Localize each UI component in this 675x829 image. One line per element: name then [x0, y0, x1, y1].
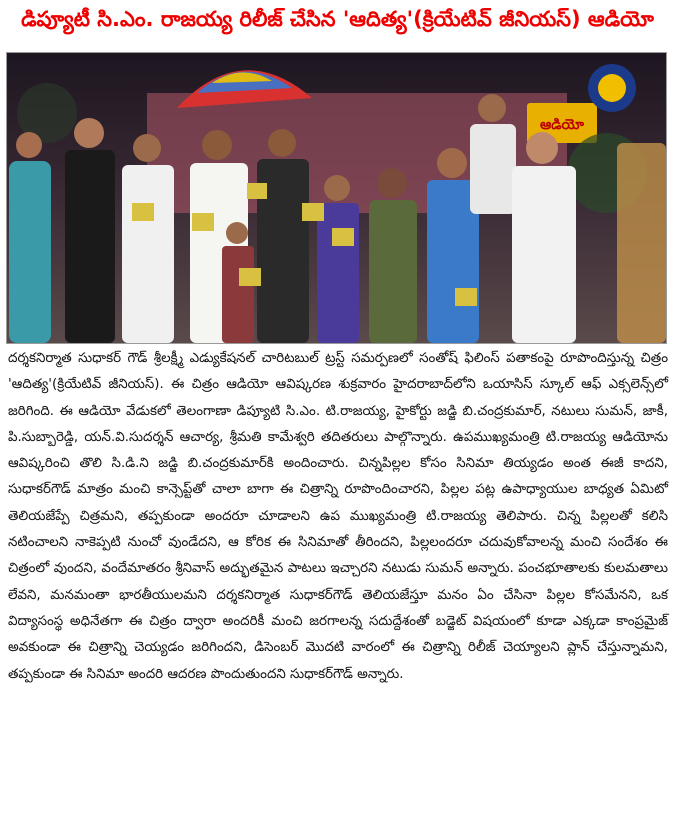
article-paragraph: దర్శకనిర్మాత సుధాకర్ గౌడ్ శ్రీలక్ష్మీ ఎడ్యుకేషనల్ చారిటబుల్ ట్రస్ట్ సమర్పణలో సంతోష్ ఫిలింస్ పతాకంపై రూపొందిస్తున్న చిత్రం 'ఆదిత్య'(క్రియేటివ్ జీనియస్). ఈ చిత్రం ఆడియో ఆవిష్కరణ శుక్రవారం హైదరాబాద్‌లోని ఒయాసిస్ స్కూల్ ఆఫ్ ఎక్సలెన్స్‌లో జరిగింది. ఈ ఆడియో వేడుకలో తెలంగాణా డిప్యూటి సి.ఎం. టి.రాజయ్య, హైకోర్టు జడ్జి బి.చంద్రకుమార్, నటులు సుమన్, జాకీ, పి.సుబ్బారెడ్డి, యన్.వి.సుదర్శన్ ఆచార్య, శ్రీమతి కామేశ్వరి తదితరులు పాల్గొన్నారు. ఉపముఖ్యమంత్రి టి.రాజయ్య ఆడియోను ఆవిష్కరించి తొలి సి.డి.ని జడ్జి బి.చంద్రకుమార్‌కి అందించారు. చిన్నపిల్లల కోసం సినిమా తియ్యడం అంత ఈజీ కాదని, సుధాకర్‌గౌడ్ మాత్రం మంచి కాన్సెప్ట్‌తో చాలా బాగా ఈ చిత్రాన్ని రూపొందించారని, పిల్లల పట్ల ఉపాధ్యాయుల బాధ్యత ఏమిటో తెలియజేప్పే చిత్రమని, తప్పకుండా అందరూ చూడాలని ఉప ముఖ్యమంత్రి టి.రాజయ్య తెలిపారు. చిన్న పిల్లలతో కలిసి నటించాలని నాకెప్పటి నుంచో వుండేదని, ఆ కోరిక ఈ సినిమాతో తీరిందని, పిల్లలందరూ చదువుకోవాలన్న మంచి సందేశం ఈ చిత్రంలో వుందని, వందేమాతరం శ్రీనివాస్ అద్భుతమైన పాటలు ఇచ్చారని నటుడు సుమన్ అన్నారు. పంచభూతాలకు కులమతాలు లేవని, మనమంతా భారతీయులమని దర్శకనిర్మాత సుధాకర్‌గౌడ్ తెలియజేస్తూ మనం ఏం చేసినా పిల్లల కోసమేనని, ఒక విద్యాసంస్థ అధినేతగా ఈ చిత్రం ద్వారా అందరికీ మంచి జరగాలన్న సదుద్దేశంతో బడ్జెట్ విషయంలో కూడా ఎక్కడా కాంప్రమైజ్ అవకుండా ఈ చిత్రాన్ని చెయ్యడం జరిగిందని, డిసెంబర్ మొదటి వారంలో ఈ చిత్రాన్ని రిలీజ్ చెయ్యాలని ప్లాన్ చేస్తున్నామని, తప్పకుండా ఈ సినిమా అందరి ఆదరణ పొందుతుందని సుధాకర్‌గౌడ్ అన్నారు.	[8, 351, 668, 682]
group-photo-icon	[7, 53, 666, 343]
article-body	[8, 346, 668, 688]
event-photo	[6, 52, 667, 344]
banner-sign-text: ఆడియో	[539, 117, 585, 133]
headline: డిప్యూటీ సి.ఎం. రాజయ్య రిలీజ్ చేసిన 'ఆదిత్య'(క్రియేటివ్ జీనియస్) ఆడియో	[21, 7, 654, 31]
